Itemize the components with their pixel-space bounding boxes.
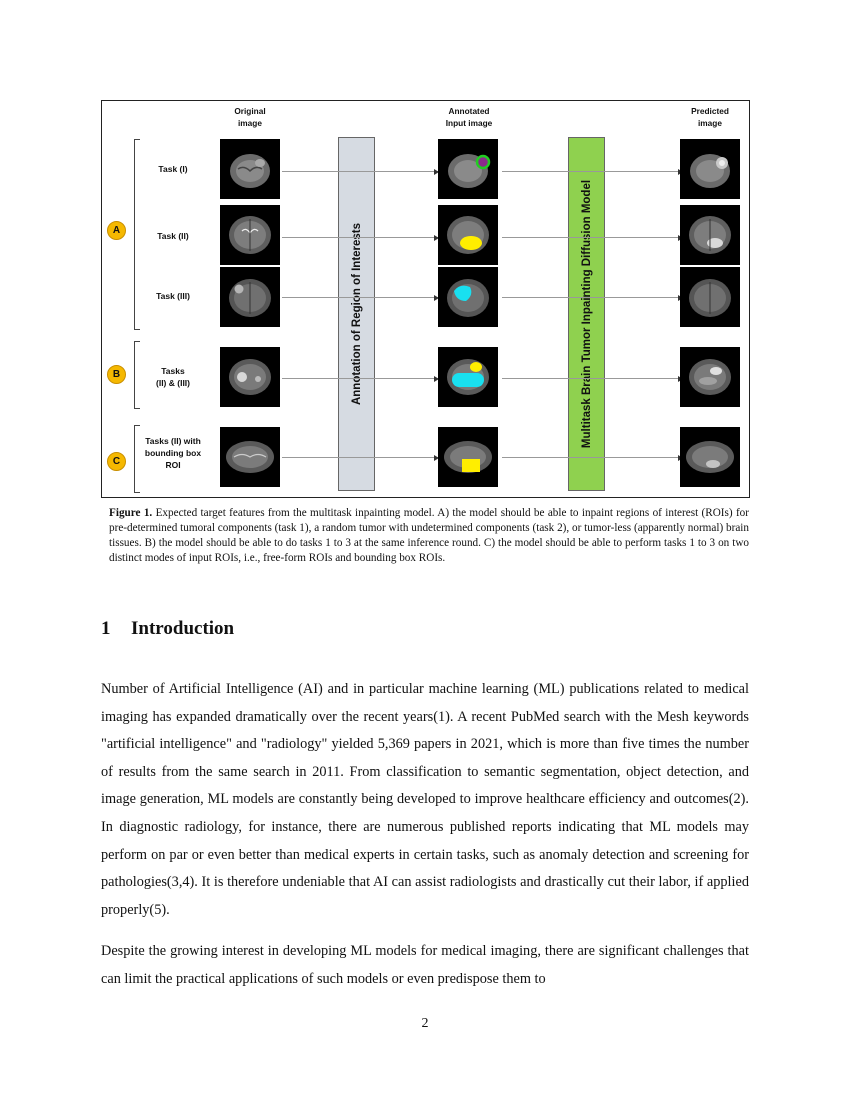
task-label-4: Tasks (II) & (III) [156,366,190,388]
page-number: 2 [421,1016,429,1031]
arrow-row-2 [282,237,438,238]
arrow-out-row-2 [502,237,682,238]
annotated-image-3 [438,267,498,327]
arrow-row-5 [282,457,438,458]
arrow-out-row-5 [502,457,682,458]
annotated-image-5 [438,427,498,487]
brain-scan-green-roi-icon [438,139,498,199]
predicted-image-2 [680,205,740,265]
brain-scan-icon [220,267,280,327]
annotation-band-text: Annotation of Region of Interests [350,222,363,406]
section-title: Introduction [131,618,235,639]
section-number: 1 [101,618,111,639]
original-image-5 [220,427,280,487]
original-image-4 [220,347,280,407]
arrow-row-1 [282,171,438,172]
brain-scan-icon [220,139,280,199]
header-predicted-image: Predicted image [691,106,729,128]
header-original-image: Original image [234,106,266,128]
task-label-5: Tasks (II) with bounding box ROI [144,436,202,470]
annotated-image-2 [438,205,498,265]
model-band [568,137,605,491]
figure-caption-label: Figure 1. [109,507,153,519]
model-band-text: Multitask Brain Tumor Inpainting Diffusion Model [580,179,593,449]
arrow-out-row-4 [502,378,682,379]
annotation-band [338,137,375,491]
brain-scan-cyan-roi-icon [438,267,498,327]
original-image-1 [220,139,280,199]
brain-scan-icon [220,205,280,265]
badge-group-a: A [107,221,126,240]
original-image-3 [220,267,280,327]
figure-caption [109,506,749,566]
original-image-2 [220,205,280,265]
predicted-image-1 [680,139,740,199]
predicted-image-5 [680,427,740,487]
brain-scan-yellow-cyan-roi-icon [438,347,498,407]
figure-1 [101,100,750,498]
section-heading [101,618,234,640]
brain-scan-icon [680,139,740,199]
badge-group-b: B [107,365,126,384]
brain-scan-icon [680,347,740,407]
task-label-3: Task (III) [156,291,190,301]
paragraph-1: Number of Artificial Intelligence (AI) and in particular machine learning (ML) publications related to medical imaging has expanded dramatically over the recent years(1). A recent PubMed search with the Mesh keywords "artificial intelligence" and "radiology" yielded 5,369 papers in 2021, which is more than five times the number of results from the same search in 2011. From classification to semantic segmentation, object detection, and image generation, ML models are constantly being developed to improve healthcare efficiency and outcomes(2). In diagnostic radiology, for instance, there are numerous published reports indicating that ML models may perform on par or even better than medical experts in certain tasks, such as anomaly detection and screening for pathologies(3,4). It is therefore undeniable that AI can assist radiologists and drastically cut their labor, if applied properly(5). [101,681,749,918]
task-label-2: Task (II) [157,231,189,241]
brain-scan-icon [220,427,280,487]
arrow-row-4 [282,378,438,379]
annotated-image-4 [438,347,498,407]
brain-scan-icon [680,267,740,327]
badge-group-c: C [107,452,126,471]
brain-scan-box-roi-icon [438,427,498,487]
brain-scan-icon [680,205,740,265]
annotated-image-1 [438,139,498,199]
arrow-out-row-1 [502,171,682,172]
figure-caption-text: Expected target features from the multitask inpainting model. A) the model should be able to inpaint regions of interest (ROIs) for pre-determined tumoral components (task 1), a random tumor with undetermined components (task 2), or tumor-less (apparently normal) brain tissues. B) the model should be able to do tasks 1 to 3 at the same inference round. C) the model should be able to perform tasks 1 to 3 on two distinct modes of input ROIs, i.e., free-form ROIs and bounding box ROIs. [109,507,749,564]
brain-scan-icon [680,427,740,487]
paragraph-2: Despite the growing interest in developing ML models for medical imaging, there are significant challenges that can limit the practical applications of such models or even predispose them to [101,943,749,987]
predicted-image-4 [680,347,740,407]
arrow-row-3 [282,297,438,298]
brain-scan-icon [220,347,280,407]
header-annotated-input-image: Annotated Input image [445,106,493,128]
arrow-out-row-3 [502,297,682,298]
task-label-1: Task (I) [158,164,188,174]
brain-scan-yellow-roi-icon [438,205,498,265]
predicted-image-3 [680,267,740,327]
